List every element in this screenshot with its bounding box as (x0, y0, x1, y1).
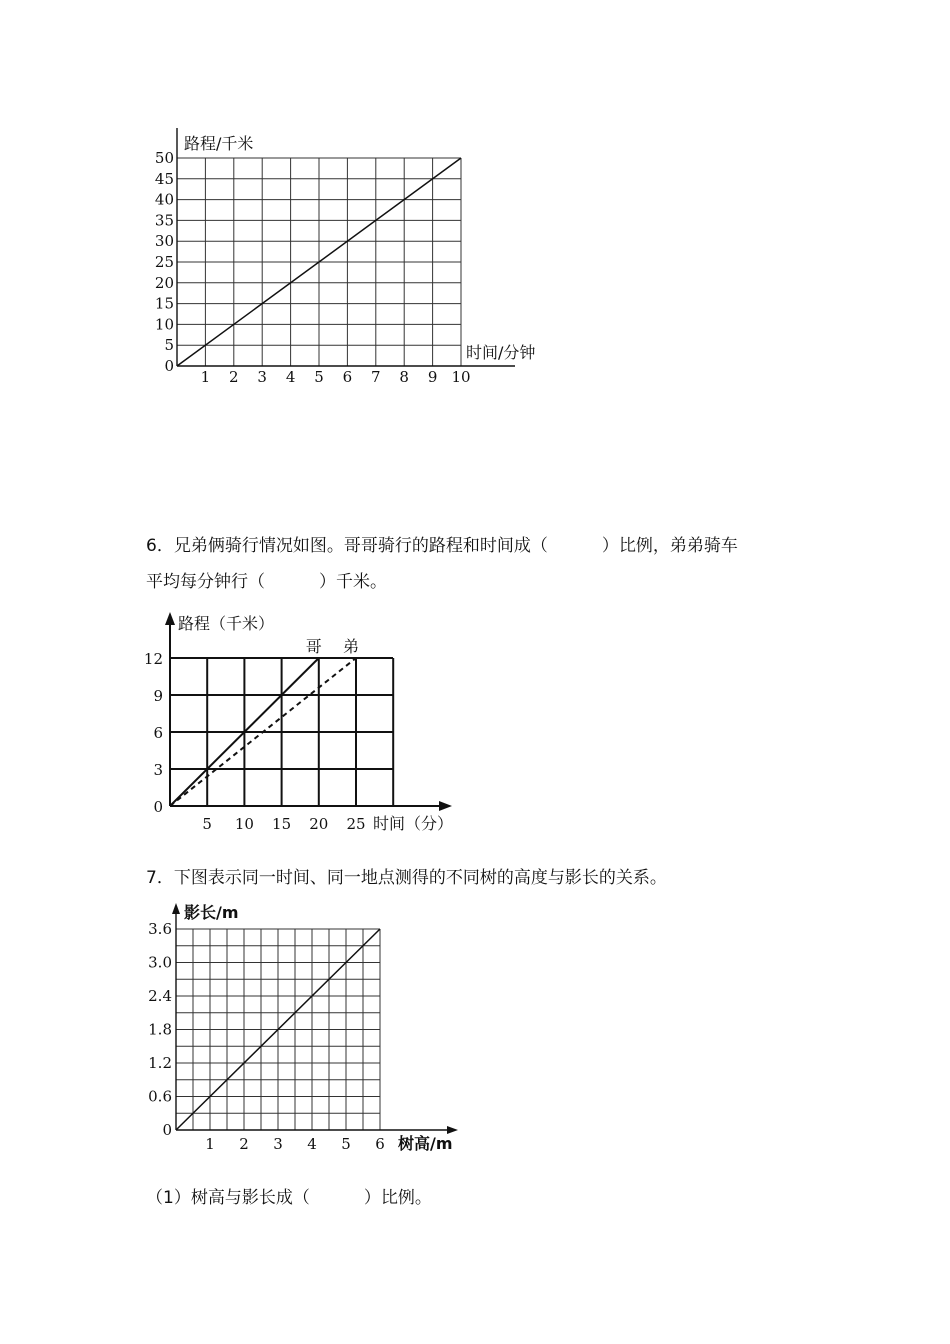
x-tick-label: 20 (309, 815, 329, 833)
x-tick-label: 9 (427, 368, 438, 386)
x-tick-label: 6 (375, 1135, 385, 1153)
x-tick-label: 5 (314, 368, 324, 386)
y-tick-label: 0 (153, 798, 163, 816)
x-tick-label: 15 (272, 815, 292, 833)
y-tick-label: 0.6 (148, 1087, 172, 1106)
x-tick-label: 10 (234, 815, 254, 833)
x-tick-label: 2 (229, 368, 239, 386)
x-tick-label: 10 (451, 368, 471, 386)
y-tick-label: 1.2 (148, 1054, 172, 1072)
question-6-line2: 平均每分钟行（ ）千米。 (146, 572, 388, 592)
x-tick-label: 6 (342, 368, 353, 386)
x-axis-label: 树高/m (398, 1134, 453, 1153)
x-tick-label: 4 (307, 1135, 317, 1153)
y-tick-label: 35 (154, 211, 174, 230)
y-tick-label: 20 (154, 273, 174, 292)
question-6-line1: 6．兄弟俩骑行情况如图。哥哥骑行的路程和时间成（ ）比例，弟弟骑车 (146, 536, 738, 556)
x-tick-label: 4 (285, 368, 296, 386)
y-tick-label: 3.6 (148, 920, 172, 938)
y-tick-label: 10 (154, 315, 174, 334)
y-tick-label: 2.4 (148, 987, 172, 1005)
y-tick-label: 6 (153, 724, 163, 742)
y-tick-label: 1.8 (148, 1020, 172, 1039)
y-tick-label: 45 (154, 169, 174, 188)
series-label: 弟 (342, 637, 360, 656)
y-tick-label: 3 (153, 761, 163, 779)
x-tick-label: 3 (273, 1135, 283, 1153)
y-tick-label: 3.0 (148, 953, 172, 972)
x-axis-label: 时间/分钟 (466, 343, 536, 362)
y-tick-label: 0 (164, 357, 174, 375)
x-tick-label: 5 (341, 1135, 351, 1153)
y-tick-label: 12 (143, 650, 163, 668)
x-tick-label: 1 (200, 368, 211, 386)
y-axis-arrow (172, 903, 180, 914)
y-tick-label: 25 (154, 253, 174, 271)
y-tick-label: 0 (162, 1121, 172, 1139)
y-axis-label: 路程（千米） (178, 614, 275, 633)
y-tick-label: 15 (154, 294, 174, 313)
y-tick-label: 30 (154, 232, 174, 251)
y-tick-label: 40 (154, 190, 174, 209)
x-tick-label: 1 (205, 1135, 215, 1153)
question-7-sub1: （1）树高与影长成（ ）比例。 (146, 1188, 432, 1208)
y-axis-label: 路程/千米 (184, 134, 254, 153)
x-tick-label: 8 (399, 368, 409, 386)
x-tick-label: 25 (346, 815, 366, 833)
y-tick-label: 9 (153, 687, 163, 705)
y-tick-label: 5 (164, 336, 174, 355)
y-axis-label: 影长/m (184, 903, 239, 922)
x-axis-arrow (447, 1126, 458, 1134)
question-7-line1: 7．下图表示同一时间、同一地点测得的不同树的高度与影长的关系。 (146, 868, 667, 888)
y-tick-label: 50 (154, 149, 174, 167)
series-label: 哥 (305, 637, 322, 656)
x-tick-label: 7 (371, 368, 381, 386)
x-tick-label: 2 (239, 1135, 249, 1153)
x-tick-label: 3 (257, 368, 267, 386)
x-tick-label: 5 (202, 815, 212, 833)
x-axis-label: 时间（分） (373, 814, 454, 833)
